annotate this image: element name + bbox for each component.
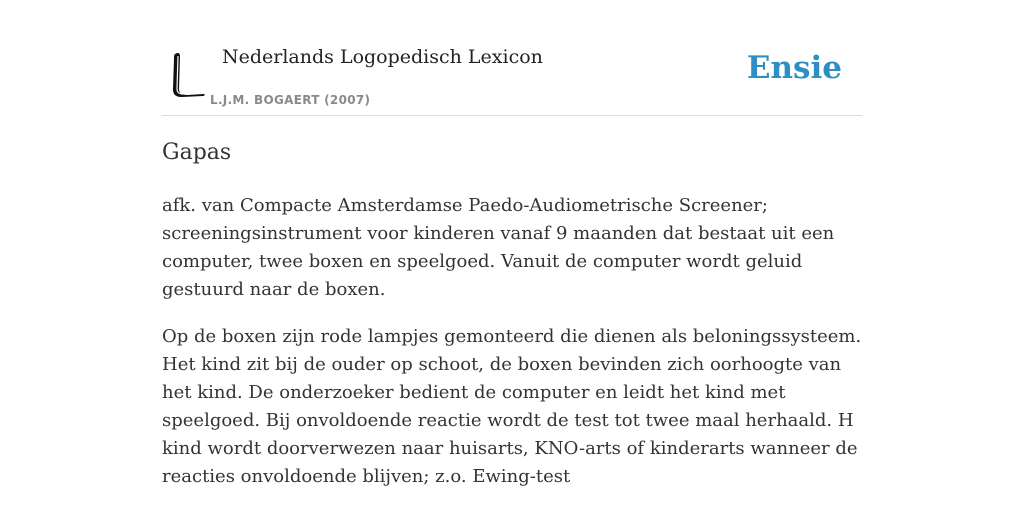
book-logo-icon[interactable] — [166, 47, 206, 99]
entry-paragraph: afk. van Compacte Amsterdamse Paedo-Audiometrische Screener; screeningsinstrument voor kinderen vanaf 9 maanden dat bestaat uit een computer, twee boxen en speelgoed. Vanuit de computer wordt geluid gestuurd naar de boxen. — [162, 195, 835, 300]
brand-link[interactable]: Ensie — [746, 50, 842, 86]
book-title[interactable]: Nederlands Logopedisch Lexicon — [222, 46, 543, 68]
author-label: L.J.M. BOGAERT (2007) — [210, 93, 371, 107]
entry-body — [162, 192, 867, 510]
header — [162, 40, 862, 116]
entry-paragraph: Op de boxen zijn rode lampjes gemonteerd die dienen als beloningssysteem. Het kind zit bij de ouder op schoot, de boxen bevinden zich oorhoogte van het kind. De onderzoeker bedient de computer en leidt het kind met speelgoed. Bij onvoldoende reactie wordt de test tot twee maal herhaald. H kind wordt doorverwezen naar huisarts, KNO-arts of kinderarts wanneer de reacties onvoldoende blijven; z.o. Ewing-test — [162, 326, 862, 487]
entry-title: Gapas — [162, 140, 232, 165]
